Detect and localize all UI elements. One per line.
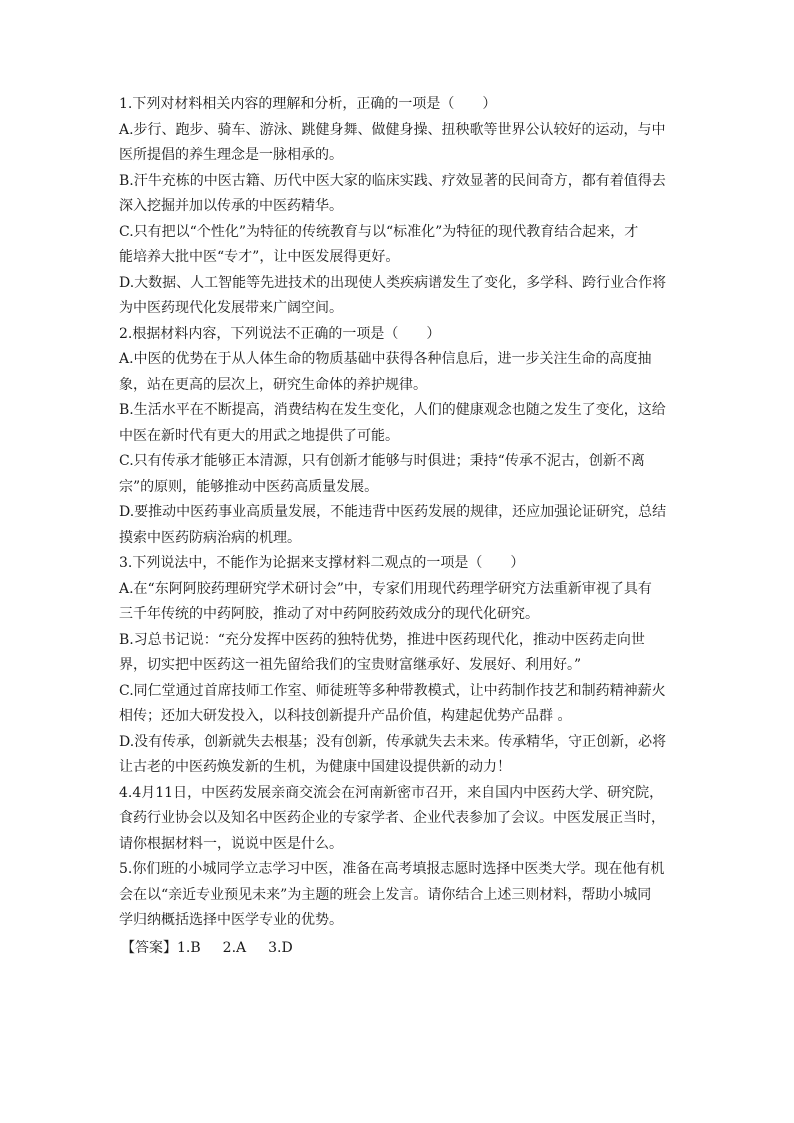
question-2-stem: 2.根据材料内容，下列说法不正确的一项是（ ） [119,325,441,342]
option-line: 中医在新时代有更大的用武之地提供了可能。 [119,427,399,444]
question-1-stem: 1.下列对材料相关内容的理解和分析，正确的一项是（ ） [119,96,497,112]
question-4 [119,781,679,858]
option-line: D.要推动中医药事业高质量发展，不能违背中医药发展的规律，还应加强论证研究，总结 [119,504,667,520]
question-5-stem-line: 会在以“亲近专业预见未来”为主题的班会上发言。请你结合上述三则材料，帮助小城同 [119,886,652,903]
question-1-option-d [119,271,679,322]
option-line: B.习总书记说：“充分发挥中医药的独特优势，推进中医药现代化，推动中医药走向世 [119,631,645,648]
option-line: 宗”的原则，能够推动中医药高质量发展。 [119,478,379,495]
option-line: 医所提倡的养生理念是一脉相承的。 [119,147,343,163]
option-line: B.汗牛充栋的中医古籍、历代中医大家的临床实践、疗效显著的民间奇方，都有着值得去 [119,172,666,189]
question-3-option-d [119,730,679,781]
question-5 [119,857,679,934]
option-line: 象，站在更高的层次上，研究生命体的养护规律。 [119,376,427,393]
question-2-option-b [119,398,679,449]
answer-label: 【答案】 [121,939,177,956]
question-3-option-a [119,577,679,628]
question-2-option-d [119,500,679,551]
question-4-stem-line: 请你根据材料一，说说中医是什么。 [119,835,343,852]
option-line: C.同仁堂通过首席技师工作室、师徒班等多种带教模式，让中药制作技艺和制药精神薪火 [119,682,666,699]
option-line: 能培养大批中医“专才”，让中医发展得更好。 [119,249,400,265]
question-2-option-c [119,449,679,500]
option-line: 三千年传统的中药阿胶，推动了对中药阿胶药效成分的现代化研究。 [119,606,539,622]
question-1-option-b [119,169,679,220]
option-line: 让古老的中医药焕发新的生机，为健康中国建设提供新的动力！ [119,759,511,775]
question-3 [119,551,679,781]
question-1 [119,92,679,322]
question-3-stem: 3.下列说法中，不能作为论据来支撑材料二观点的一项是（ ） [119,555,525,571]
question-3-option-b [119,628,679,679]
answer-item: 1.B [177,939,201,956]
question-4-stem-line: 食药行业协会以及知名中医药企业的专家学者、企业代表参加了会议。中医发展正当时， [119,810,665,826]
answer-line [119,936,679,962]
option-line: C.只有传承才能够正本清源，只有创新才能够与时俱进；秉持“传承不泥古，创新不离 [119,453,645,469]
option-line: D.没有传承，创新就失去根基；没有创新，传承就失去未来。传承精华，守正创新，必将 [119,733,667,750]
option-line: A.步行、跑步、骑车、游泳、跳健身舞、做健身操、扭秧歌等世界公认较好的运动，与中 [119,121,666,138]
answer-item: 2.A [222,939,247,956]
question-1-option-a [119,118,679,169]
option-line: C.只有把以“个性化”为特征的传统教育与以“标准化”为特征的现代教育结合起来，才 [119,223,639,240]
option-line: 界，切实把中医药这一祖先留给我们的宝贵财富继承好、发展好、利用好。” [119,657,582,673]
question-2 [119,322,679,552]
option-line: 摸索中医药防病治病的机理。 [119,529,301,546]
answer-item: 3.D [268,939,293,956]
option-line: 相传；还加大研发投入，以科技创新提升产品价值，构建起优势产品群 。 [119,708,572,724]
question-5-stem-line: 5.你们班的小城同学立志学习中医，准备在高考填报志愿时选择中医类大学。现在他有机 [119,861,665,877]
option-line: A.在“东阿阿胶药理研究学术研讨会”中，专家们用现代药理学研究方法重新审视了具有 [119,580,652,597]
option-line: D.大数据、人工智能等先进技术的出现使人类疾病谱发生了变化，多学科、跨行业合作将 [119,274,667,291]
question-4-stem-line: 4.4月11日，中医药发展亲商交流会在河南新密市召开，来自国内中医药大学、研究院， [119,784,664,801]
document-page [119,92,679,961]
option-line: A.中医的优势在于从人体生命的物质基础中获得各种信息后，进一步关注生命的高度抽 [119,351,652,367]
option-line: 深入挖掘并加以传承的中医药精华。 [119,198,343,214]
question-1-option-c [119,220,679,271]
question-3-option-c [119,679,679,730]
question-2-option-a [119,347,679,398]
question-5-stem-line: 学归纳概括选择中医学专业的优势。 [119,912,343,928]
option-line: B.生活水平在不断提高，消费结构在发生变化，人们的健康观念也随之发生了变化，这给 [119,402,666,418]
option-line: 为中医药现代化发展带来广阔空间。 [119,300,343,316]
